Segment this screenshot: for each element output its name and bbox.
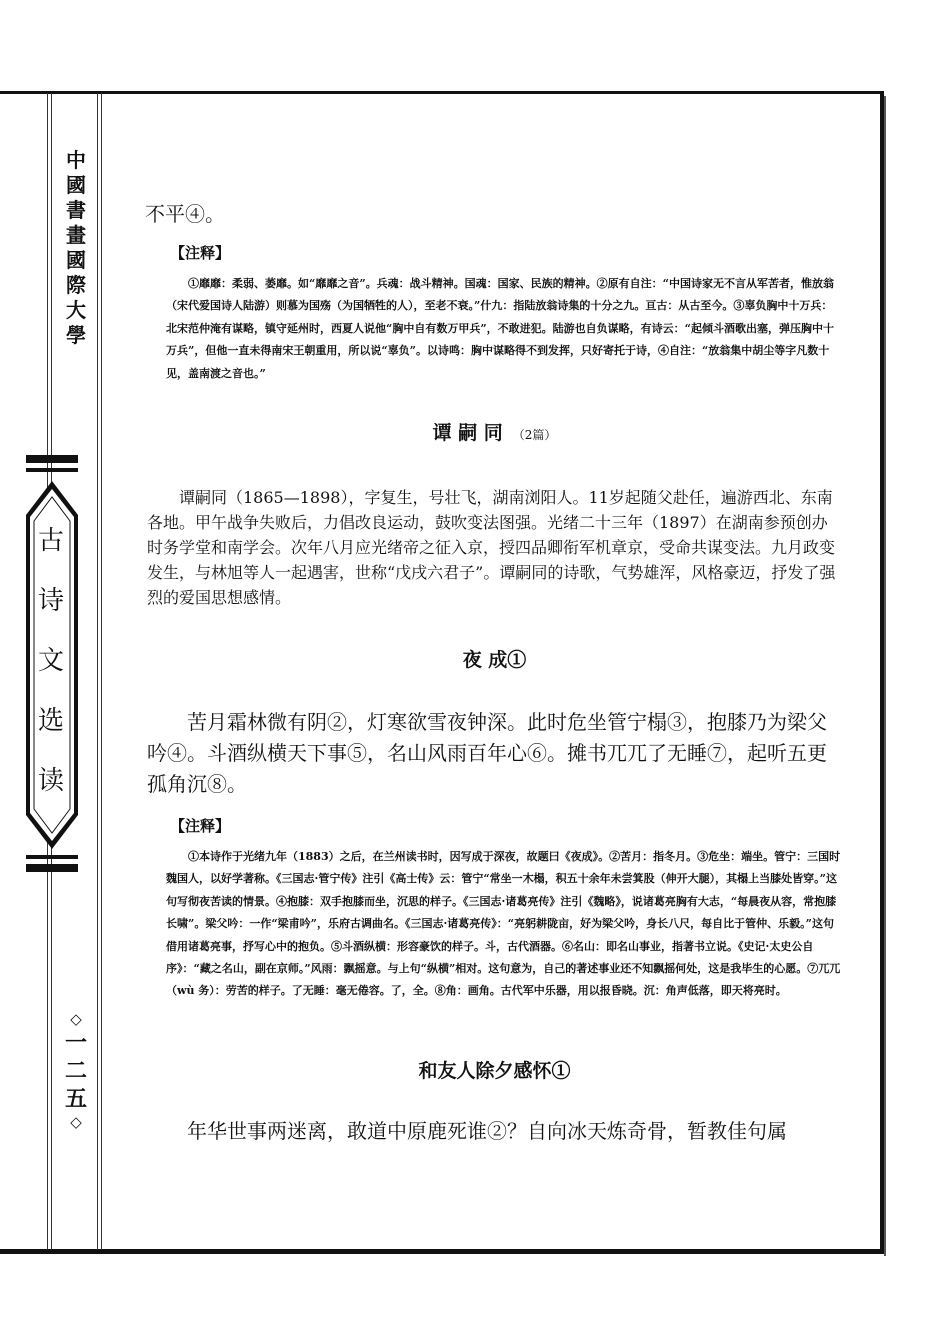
school-char: 學 bbox=[66, 323, 86, 347]
continued-fragment: 不平④。 bbox=[145, 202, 225, 226]
diamond-icon: ◇ bbox=[70, 1010, 82, 1028]
book-title bbox=[30, 528, 72, 828]
book-title-char: 文 bbox=[37, 646, 64, 676]
book-title-char: 选 bbox=[37, 706, 64, 736]
poem-text: 年华世事两迷离，敢道中原鹿死谁②？自向冰天炼奇骨，暂教佳句属 bbox=[187, 1119, 787, 1143]
school-char: 際 bbox=[66, 273, 86, 297]
page-number-char: 二 bbox=[64, 1058, 87, 1084]
school-char: 畫 bbox=[66, 223, 86, 247]
school-char: 國 bbox=[66, 173, 86, 197]
school-char: 書 bbox=[66, 198, 86, 222]
page-number bbox=[60, 1010, 92, 1132]
book-title-char: 诗 bbox=[37, 586, 64, 616]
page-frame-top bbox=[0, 91, 883, 94]
author-name: 谭 嗣 同 bbox=[432, 422, 503, 444]
poem-title: 和友人除夕感怀① bbox=[418, 1060, 571, 1082]
notes-label: 【注释】 bbox=[170, 244, 231, 262]
school-char: 大 bbox=[66, 298, 86, 322]
poem-title: 夜 成① bbox=[462, 649, 527, 671]
sidebar-rule bbox=[97, 93, 98, 1250]
school-char: 國 bbox=[66, 248, 86, 272]
notes-block: ①靡靡：柔弱、萎靡。如“靡靡之音”。兵魂：战斗精神。国魂：国家、民族的精神。②原有自注：“中国诗家无不言从军苦者，惟放翁（宋代爱国诗人陆游）则慕为国殇（为国牺牲的人），至老不衰。”什九：指陆放翁诗集的十分之九。亘古：从古至今。③辜负胸中十万兵：北宋范仲淹有谋略，镇守延州时，西夏人说他“胸中自有数万甲兵”，不敢进犯。陆游也自负谋略，有诗云：“起倾斗酒歌出塞，弹压胸中十万兵”，但他一直未得南宋王朝重用，所以说“辜负”。以诗鸣：胸中谋略得不到发挥，只好寄托于诗，④自注：“放翁集中胡尘等字凡数十见，盖南渡之音也。” bbox=[166, 277, 834, 380]
author-heading bbox=[147, 418, 842, 445]
author-bio: 谭嗣同（1865—1898），字复生，号壮飞，湖南浏阳人。11岁起随父赴任，遍游西北、东南各地。甲午战争失败后，力倡改良运动，鼓吹变法图强。光绪二十三年（1897）在湖南参预创办时务学堂和南学会。次年八月应光绪帝之征入京，授四品卿衔军机章京，受命共谋变法。九月政变发生，与林旭等人一起遇害，世称“戊戌六君子”。谭嗣同的诗歌，气势雄浑，风格豪迈，抒发了强烈的爱国思想感情。 bbox=[147, 488, 836, 607]
page-frame-shadow bbox=[884, 96, 886, 1256]
author-count: （2篇） bbox=[512, 428, 557, 442]
school-name bbox=[58, 150, 94, 350]
diamond-icon: ◇ bbox=[70, 1113, 82, 1131]
school-char: 中 bbox=[66, 148, 86, 172]
notes-block: ①本诗作于光绪九年（1883）之后，在兰州读书时，因写成于深夜，故题曰《夜成》。②苦月：指冬月。③危坐：端坐。管宁：三国时魏国人，以好学著称。《三国志·管宁传》注引《高士传》云：管宁“常坐一木榻，积五十余年未尝箕股（伸开大腿），其榻上当膝处皆穿。”这句写彻夜苦读的情景。④抱膝：双手抱膝而坐，沉思的样子。《三国志·诸葛亮传》注引《魏略》，说诸葛亮胸有大志，“每晨夜从容，常抱膝长啸”。梁父吟：一作“梁甫吟”，乐府古调曲名。《三国志·诸葛亮传》：“亮躬耕陇亩，好为梁父吟，身长八尺，每自比于管仲、乐毅。”这句借用诸葛亮事，抒写心中的抱负。⑤斗酒纵横：形容豪饮的样子。斗，古代酒器。⑥名山：即名山事业，指著书立说。《史记·太史公自序》：“藏之名山，副在京师。”风雨：飘摇意。与上句“纵横”相对。这句意为，自己的著述事业还不知飘摇何处，这是我毕生的心愿。⑦兀兀（wù 务）：劳苦的样子。了无睡：毫无倦容。了，全。⑧角：画角。古代军中乐器，用以报昏晓。沉：角声低落，即天将亮时。 bbox=[166, 850, 841, 998]
page-number-char: 五 bbox=[64, 1086, 87, 1112]
poem-text: 苦月霜林微有阴②，灯寒欲雪夜钟深。此时危坐管宁榻③，抱膝乃为梁父吟④。斗酒纵横天下事⑤，名山风雨百年心⑥。摊书兀兀了无睡⑦，起听五更孤角沉⑧。 bbox=[147, 710, 827, 796]
book-title-char: 读 bbox=[37, 766, 64, 796]
sidebar-rule bbox=[101, 93, 102, 1250]
page-number-char: 一 bbox=[64, 1030, 87, 1056]
page-frame-bottom bbox=[0, 1249, 884, 1254]
book-title-char: 古 bbox=[37, 526, 64, 556]
notes-label: 【注释】 bbox=[170, 817, 231, 835]
